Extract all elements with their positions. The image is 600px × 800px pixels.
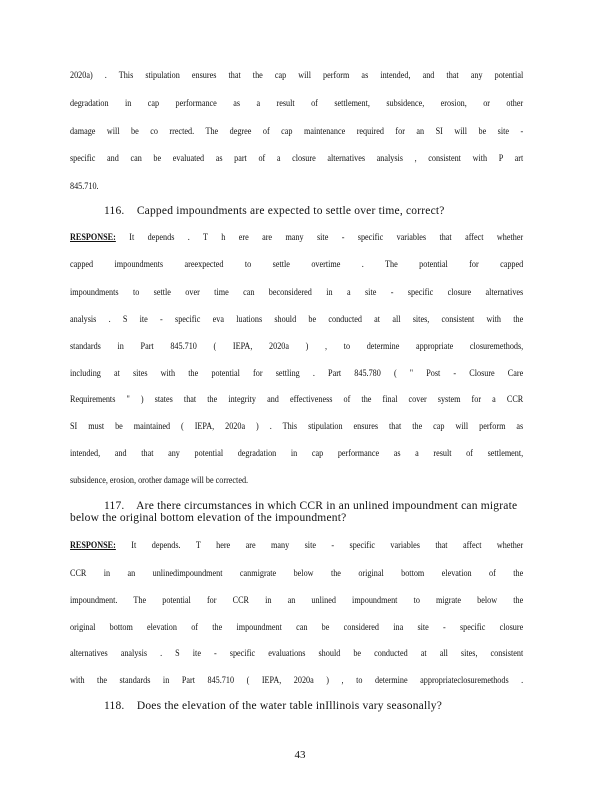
question-117-text-line-2: below the original bottom elevation of the impoundment?: [70, 512, 347, 524]
question-118: [70, 700, 525, 712]
response-116-line-4: standards in Part 845.710 ( IEPA, 2020a ) , to determine appropriate closuremethods,: [70, 342, 524, 352]
question-116-text: Capped impoundments are expected to settle over time, correct?: [136, 205, 445, 217]
response-117-line-2: impoundment. The potential for CCR in an unlined impoundment to migrate below the: [70, 596, 524, 606]
intro-line-4: specific and can be evaluated as part of a closure alternatives analysis , consistent with P art: [70, 154, 524, 164]
response-116-line-6: Requirements " ) states that the integrity and effectiveness of the final cover system for a CCR: [70, 395, 524, 405]
response-116-line-2: impoundments to settle over time can beconsidered in a site - specific closure alternatives: [70, 288, 524, 298]
response-117-line-1: CCR in an unlinedimpoundment canmigrate below the original bottom elevation of the: [70, 569, 524, 579]
response-label: RESPONSE:: [70, 541, 116, 551]
question-116: [70, 205, 525, 217]
question-117-number: 117.: [104, 500, 125, 512]
intro-line-2: degradation in cap performance as a result of settlement, subsidence, erosion, or other: [70, 99, 524, 109]
question-116-number: 116.: [104, 205, 125, 217]
question-118-text: Does the elevation of the water table inIllinois vary seasonally?: [136, 700, 443, 712]
response-116-line-1: capped impoundments areexpected to settle overtime . The potential for capped: [70, 260, 524, 270]
response-116-line-7: SI must be maintained ( IEPA, 2020a ) . This stipulation ensures that the cap will perform as: [70, 422, 524, 432]
question-117: [70, 500, 525, 512]
response-117-line-3: original bottom elevation of the impoundment can be considered ina site - specific closure: [70, 623, 524, 633]
response-117-line-4: alternatives analysis . S ite - specific evaluations should be conducted at all sites, consistent: [70, 649, 524, 659]
response-116-line-8: intended, and that any potential degradation in cap performance as a result of settlement,: [70, 449, 524, 459]
response-116-line-3: analysis . S ite - specific eva luations should be conducted at all sites, consistent with the: [70, 315, 524, 325]
response-label: RESPONSE:: [70, 233, 116, 243]
response-117-first-text: It depends. T here are many site - specific variables that affect whether: [131, 541, 524, 551]
response-117-line-5: with the standards in Part 845.710 ( IEPA, 2020a ) , to determine appropriateclosuremethods .: [70, 676, 524, 686]
intro-line-5: 845.710.: [70, 182, 99, 192]
intro-line-3: damage will be co rrected. The degree of cap maintenance required for an SI will be site -: [70, 127, 524, 137]
response-117-line-0: [70, 540, 523, 552]
question-118-number: 118.: [104, 700, 125, 712]
page-number: 43: [294, 749, 306, 761]
intro-line-1: 2020a) . This stipulation ensures that the cap will perform as intended, and that any potential: [70, 71, 524, 81]
response-116-first-text: It depends . T h ere are many site - specific variables that affect whether: [129, 233, 524, 243]
response-116-line-0: [70, 232, 523, 244]
question-117-text-line-1: Are there circumstances in which CCR in an unlined impoundment can migrate: [136, 500, 518, 512]
response-116-line-5: including at sites with the potential for settling . Part 845.780 ( " Post - Closure Care: [70, 369, 524, 379]
response-116-line-9: subsidence, erosion, orother damage will be corrected.: [70, 476, 249, 486]
